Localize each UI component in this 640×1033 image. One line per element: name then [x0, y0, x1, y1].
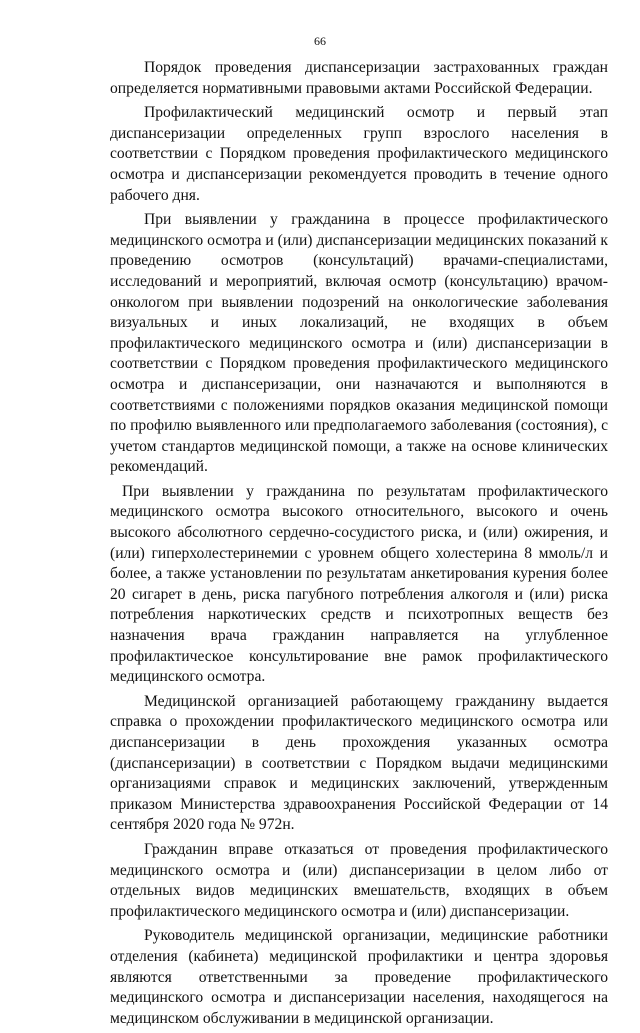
paragraph-screening-order: Порядок проведения диспансеризации застрахованных граждан определяется нормативными правовыми актами Российской Федерации.	[110, 59, 608, 97]
paragraph-one-working-day: Профилактический медицинский осмотр и первый этап диспансеризации определенных групп взрослого населения в соответствии с Порядком проведения профилактического медицинского осмотра и диспансеризации рекомендуется проводить в течение одного рабочего дня.	[110, 104, 608, 204]
paragraph-in-depth-counseling: При выявлении у гражданина по результатам профилактического медицинского осмотра высокого относительного, высокого и очень высокого абсолютного сердечно-сосудистого риска, и (или) ожирения, и (или) гиперхолестеринемии с уровнем общего холестерина 8 ммоль/л и более, а также установлении по результатам анкетирования курения более 20 сигарет в день, риска пагубного потребления алкоголя и (или) риска потребления наркотических средств и психотропных веществ без назначения врача гражданин направляется на углубленное профилактическое консультирование вне рамок профилактического медицинского осмотра.	[110, 482, 608, 686]
paragraph-right-to-refuse: Гражданин вправе отказаться от проведения профилактического медицинского осмотра и (или) диспансеризации в целом либо от отдельных видов медицинских вмешательств, входящих в объем профилактического медицинского осмотра и (или) диспансеризации.	[110, 840, 608, 920]
paragraph-certificate: Медицинской организацией работающему гражданину выдается справка о прохождении профилактического медицинского осмотра или диспансеризации в день прохождения указанных осмотра (диспансеризации) в соответствии с Порядком выдачи медицинскими организациями справок и медицинских заключений, утвержденным приказом Министерства здравоохранения Российской Федерации от 14 сентября 2020 года № 972н.	[110, 692, 608, 834]
paragraph-responsibility: Руководитель медицинской организации, медицинские работники отделения (кабинета) медицинской профилактики и центра здоровья являются ответственными за проведение профилактического медицинского осмотра и диспансеризации населения, находящегося на медицинском обслуживании в медицинской организации.	[110, 927, 608, 1027]
page-number: 66	[314, 34, 326, 48]
document-body	[110, 58, 608, 1033]
paragraph-additional-consultations: При выявлении у гражданина в процессе профилактического медицинского осмотра и (или) диспансеризации медицинских показаний к проведению осмотров (консультаций) врачами-специалистами, исследований и мероприятий, включая осмотр (консультацию) врачом-онкологом при выявлении подозрений на онкологические заболевания визуальных и иных локализаций, не входящих в объем профилактического медицинского осмотра и (или) диспансеризации в соответствии с Порядком проведения профилактического медицинского осмотра и диспансеризации, они назначаются и выполняются в соответствиями с положениями порядков оказания медицинской помощи по профилю выявленного или предполагаемого заболевания (состояния), с учетом стандартов медицинской помощи, а также на основе клинических рекомендаций.	[110, 211, 608, 476]
